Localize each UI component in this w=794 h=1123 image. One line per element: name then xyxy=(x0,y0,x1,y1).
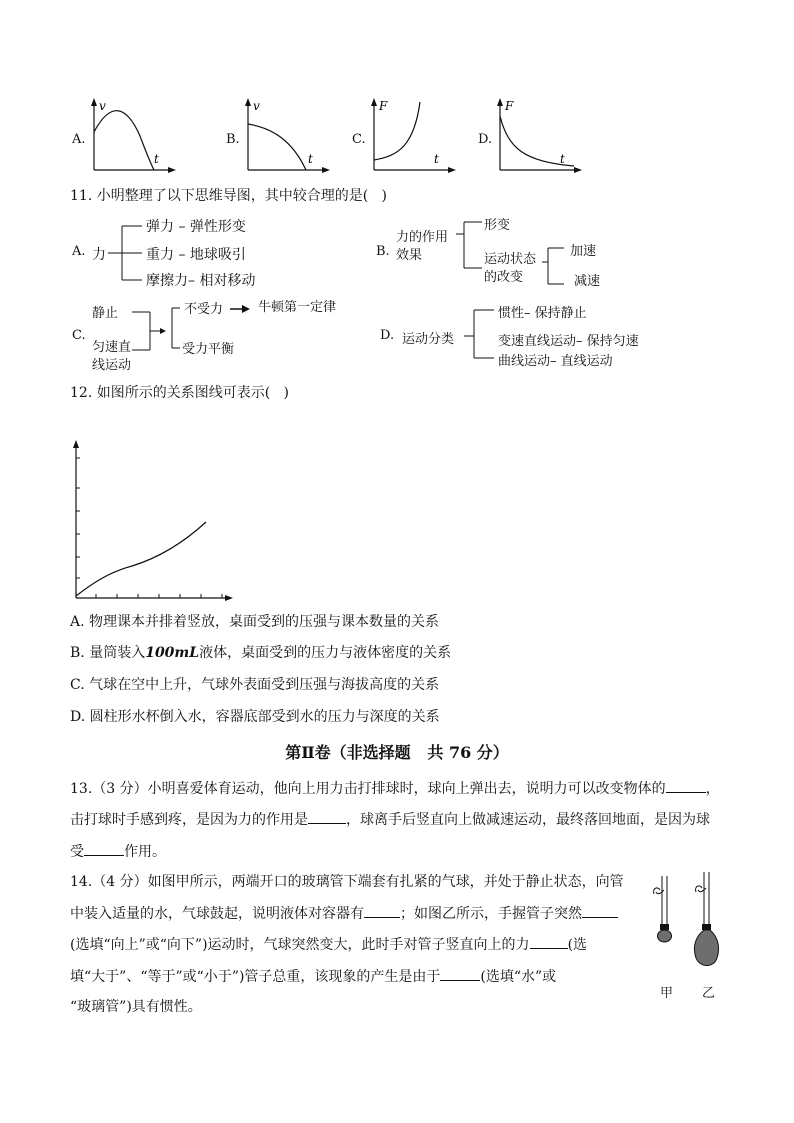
q12-b-qty: 100mL xyxy=(145,645,200,661)
q13-text-1a: 13.（3 分）小明喜爱体育运动，他向上用力击打排球时，球向上弹出去，说明力可以改变物体的 xyxy=(70,781,666,797)
q11-c-left-1: 静止 xyxy=(92,306,119,321)
q12-graph xyxy=(66,436,236,604)
q11-b-branch-2-1: 运动状态 xyxy=(484,252,537,267)
q14-blank-1[interactable] xyxy=(364,903,400,918)
q11-a-item-3: 摩擦力– 相对移动 xyxy=(146,273,256,289)
q10-c-ylabel: F xyxy=(379,99,388,113)
q11-d-item-2: 变速直线运动– 保持匀速 xyxy=(498,334,639,349)
q12-b-post: 液体，桌面受到的压力与液体密度的关系 xyxy=(199,645,452,661)
q10-a-y-arrow xyxy=(91,98,97,106)
q14-fig-label-yi: 乙 xyxy=(702,986,716,1001)
q10-b-ylabel: v xyxy=(253,99,260,113)
q14-line-4 xyxy=(70,966,556,987)
q11-a-item-1: 弹力 – 弹性形变 xyxy=(146,219,246,235)
q14-text-4b: (选填“水”或 xyxy=(480,969,557,985)
q11-a-item-2: 重力 – 地球吸引 xyxy=(146,247,246,263)
q12-option-b xyxy=(70,643,451,663)
q12-x-arrow xyxy=(225,595,233,601)
q13-line-2 xyxy=(70,809,710,830)
q10-option-b-label: B. xyxy=(226,132,240,147)
q10-b-xlabel: t xyxy=(308,152,313,166)
tube-jia-icon xyxy=(654,876,672,942)
q11-a-root: 力 xyxy=(92,247,106,263)
q10-graphs xyxy=(60,96,620,176)
q11-option-b xyxy=(376,212,636,292)
q14-blank-3[interactable] xyxy=(530,934,568,949)
q13-line-1 xyxy=(70,778,720,799)
q14-line-5: “玻璃管”)具有惯性。 xyxy=(70,999,202,1015)
section-title: 第Ⅱ卷（非选择题 共 76 分） xyxy=(285,743,509,762)
q11-c-arrow-icon xyxy=(230,304,252,314)
q12-b-pre: B. 量筒装入 xyxy=(70,645,146,661)
q12-option-c: C. 气球在空中上升，气球外表面受到压强与海拔高度的关系 xyxy=(70,677,440,693)
q11-b-branch-2-2: 的改变 xyxy=(484,270,524,285)
tube-yi-icon xyxy=(694,872,718,966)
q10-option-c-label: C. xyxy=(352,132,366,147)
q13-text-1b: ， xyxy=(705,781,720,797)
q12-option-a: A. 物理课本并排着竖放，桌面受到的压强与课本数量的关系 xyxy=(70,614,440,630)
q14-line-3 xyxy=(70,934,587,955)
q11-b-root-2: 效果 xyxy=(396,248,423,263)
q11-c-mid-2: 受力平衡 xyxy=(182,342,235,357)
q11-option-d xyxy=(380,296,680,372)
q11-b-label: B. xyxy=(376,244,390,259)
q10-c-xlabel: t xyxy=(434,152,439,166)
q13-text-3a: 受 xyxy=(70,844,84,860)
q14-text-3a: (选填“向上”或“向下”)运动时，气球突然变大，此时手对管子竖直向上的力 xyxy=(70,937,530,953)
q11-option-a xyxy=(70,212,310,292)
q10-d-xlabel: t xyxy=(560,152,565,166)
q14-fig-label-jia: 甲 xyxy=(660,986,674,1001)
q14-text-3b: (选 xyxy=(567,937,588,953)
q11-b-branch-1: 形变 xyxy=(484,218,511,233)
q11-b-sub-brace xyxy=(542,242,572,292)
q12-curve xyxy=(76,522,206,596)
q11-d-brace xyxy=(464,296,498,372)
q14-blank-2[interactable] xyxy=(582,903,618,918)
q12-y-arrow xyxy=(73,440,79,448)
q11-a-brace xyxy=(108,212,146,292)
q11-stem: 11. 小明整理了以下思维导图，其中较合理的是( ) xyxy=(70,188,387,204)
q10-a-x-arrow xyxy=(168,167,176,173)
q10-a-curve xyxy=(94,111,154,170)
q11-b-sub-2: 减速 xyxy=(574,274,601,289)
q11-c-left-2-1: 匀速直 xyxy=(92,340,132,355)
q14-text-2a: 中装入适量的水，气球鼓起，说明液体对容器有 xyxy=(70,906,364,922)
q11-b-root-1: 力的作用 xyxy=(396,230,449,245)
q11-c-label: C. xyxy=(72,328,86,343)
q11-c-left-2-2: 线运动 xyxy=(92,358,132,373)
q13-blank-3[interactable] xyxy=(84,841,124,856)
q11-c-mid-1: 不受力 xyxy=(184,302,224,317)
q14-figure xyxy=(644,870,728,980)
balloon-jia xyxy=(658,930,672,942)
q13-line-3 xyxy=(70,841,166,862)
q11-d-item-3: 曲线运动– 直线运动 xyxy=(498,354,613,369)
q11-c-connectors xyxy=(132,296,188,376)
q11-b-sub-1: 加速 xyxy=(570,244,597,259)
q11-d-item-1: 惯性– 保持静止 xyxy=(498,306,587,321)
q11-c-right: 牛顿第一定律 xyxy=(258,300,337,315)
q14-line-1: 14.（4 分）如图甲所示，两端开口的玻璃管下端套有扎紧的气球，并处于静止状态，向管 xyxy=(70,874,624,890)
q14-text-2b: ；如图乙所示，手握管子突然 xyxy=(400,906,582,922)
q10-option-d-label: D. xyxy=(478,132,493,147)
q13-blank-1[interactable] xyxy=(666,778,706,793)
balloon-yi xyxy=(694,930,718,966)
q11-option-c xyxy=(70,296,360,376)
q10-graph-a xyxy=(88,96,178,176)
q10-d-ylabel: F xyxy=(505,99,514,113)
q11-a-label: A. xyxy=(72,244,86,259)
q14-line-2 xyxy=(70,903,618,924)
q10-graph-d xyxy=(494,96,584,176)
q12-option-d: D. 圆柱形水杯倒入水，容器底部受到水的压力与深度的关系 xyxy=(70,709,440,725)
q10-a-xlabel: t xyxy=(154,152,159,166)
q10-graph-c xyxy=(368,96,458,176)
q13-text-2b: ，球离手后竖直向上做减速运动，最终落回地面，是因为球 xyxy=(346,812,710,828)
q10-graph-b xyxy=(242,96,332,176)
q10-b-curve xyxy=(248,124,306,170)
q11-b-brace xyxy=(456,212,486,282)
q10-option-a-label: A. xyxy=(72,132,86,147)
q13-text-3b: 作用。 xyxy=(124,844,166,860)
q12-stem: 12. 如图所示的关系图线可表示( ) xyxy=(70,385,289,401)
q14-blank-4[interactable] xyxy=(440,966,480,981)
q11-d-root: 运动分类 xyxy=(402,332,455,347)
q14-text-4a: 填“大于”、“等于”或“小于”)管子总重，该现象的产生是由于 xyxy=(70,969,441,985)
q10-a-ylabel: v xyxy=(99,99,106,113)
q13-blank-2[interactable] xyxy=(308,809,346,824)
q11-d-label: D. xyxy=(380,328,395,343)
q13-text-2a: 击打球时手感到疼，是因为力的作用是 xyxy=(70,812,308,828)
